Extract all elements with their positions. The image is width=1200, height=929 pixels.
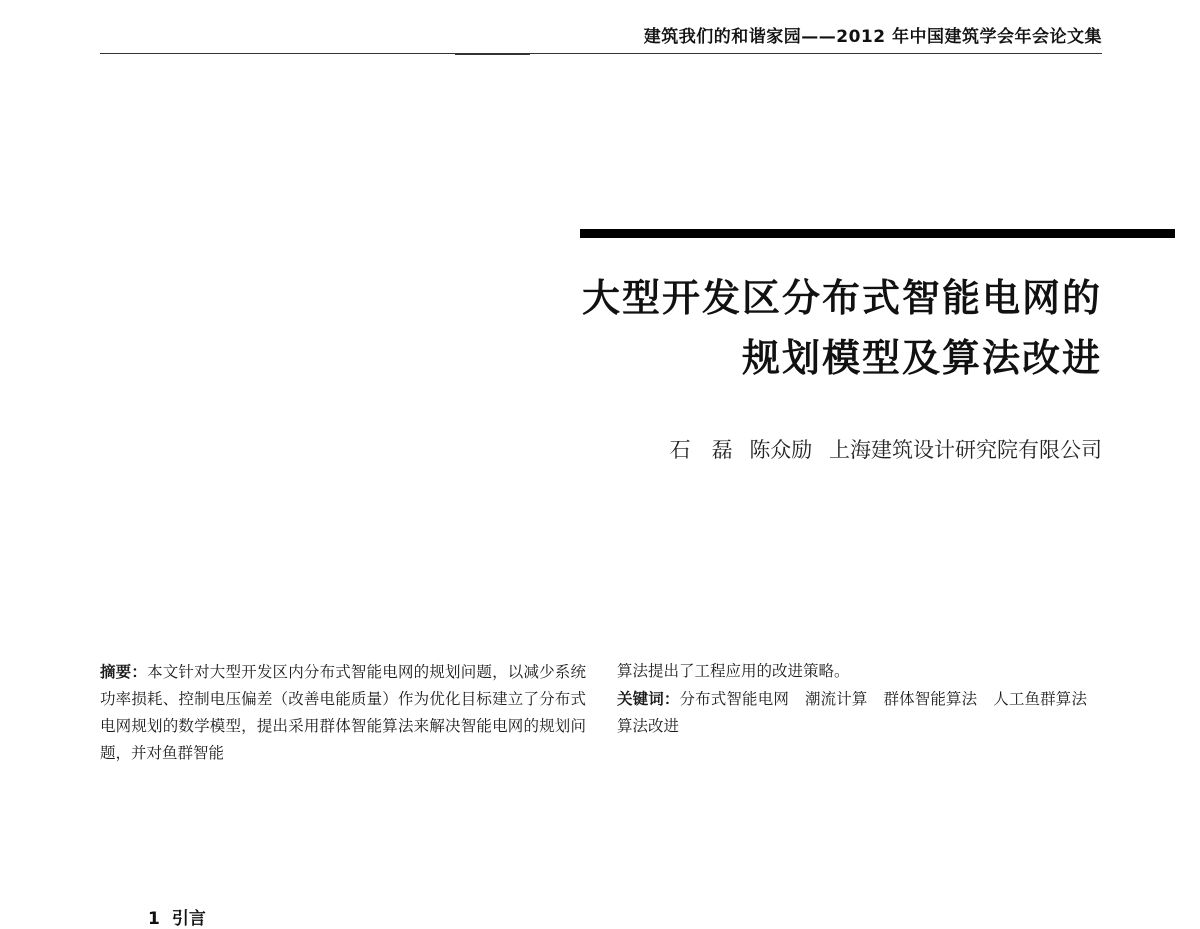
keyword: 潮流计算	[804, 690, 868, 708]
abstract-text-continued: 算法提出了工程应用的改进策略。	[617, 662, 850, 680]
abstract-column-right	[617, 658, 1103, 740]
section-number: 1	[148, 909, 160, 929]
author-name: 石 磊	[669, 438, 733, 462]
keywords-label: 关键词：	[617, 689, 680, 708]
section-title: 引言	[171, 909, 206, 929]
abstract-text: 本文针对大型开发区内分布式智能电网的规划问题，以减少系统功率损耗、控制电压偏差（改善电能质量）作为优化目标建立了分布式电网规划的数学模型，提出采用群体智能算法来解决智能电网的规划问题，并对鱼群智能	[100, 663, 586, 762]
keywords	[617, 685, 1103, 740]
header-rule-accent	[455, 53, 530, 55]
abstract-label: 摘要：	[100, 662, 148, 681]
keyword: 人工鱼群算法	[993, 690, 1087, 708]
abstract-column-left	[100, 658, 586, 767]
keyword: 算法改进	[617, 717, 680, 735]
author-line	[660, 434, 1102, 464]
paper-title-line-2: 规划模型及算法改进	[741, 336, 1102, 380]
title-bar	[580, 229, 1175, 238]
paper-title	[582, 268, 1102, 388]
keyword: 分布式智能电网	[679, 690, 789, 708]
header-rule	[100, 53, 1102, 54]
keyword: 群体智能算法	[883, 690, 978, 708]
running-header-title: 建筑我们的和谐家园——2012 年中国建筑学会年会论文集	[643, 27, 1102, 47]
paper-title-line-1: 大型开发区分布式智能电网的	[581, 276, 1102, 320]
section-heading	[148, 904, 206, 929]
author-name: 陈众励	[749, 438, 813, 462]
author-affiliation: 上海建筑设计研究院有限公司	[829, 438, 1102, 462]
